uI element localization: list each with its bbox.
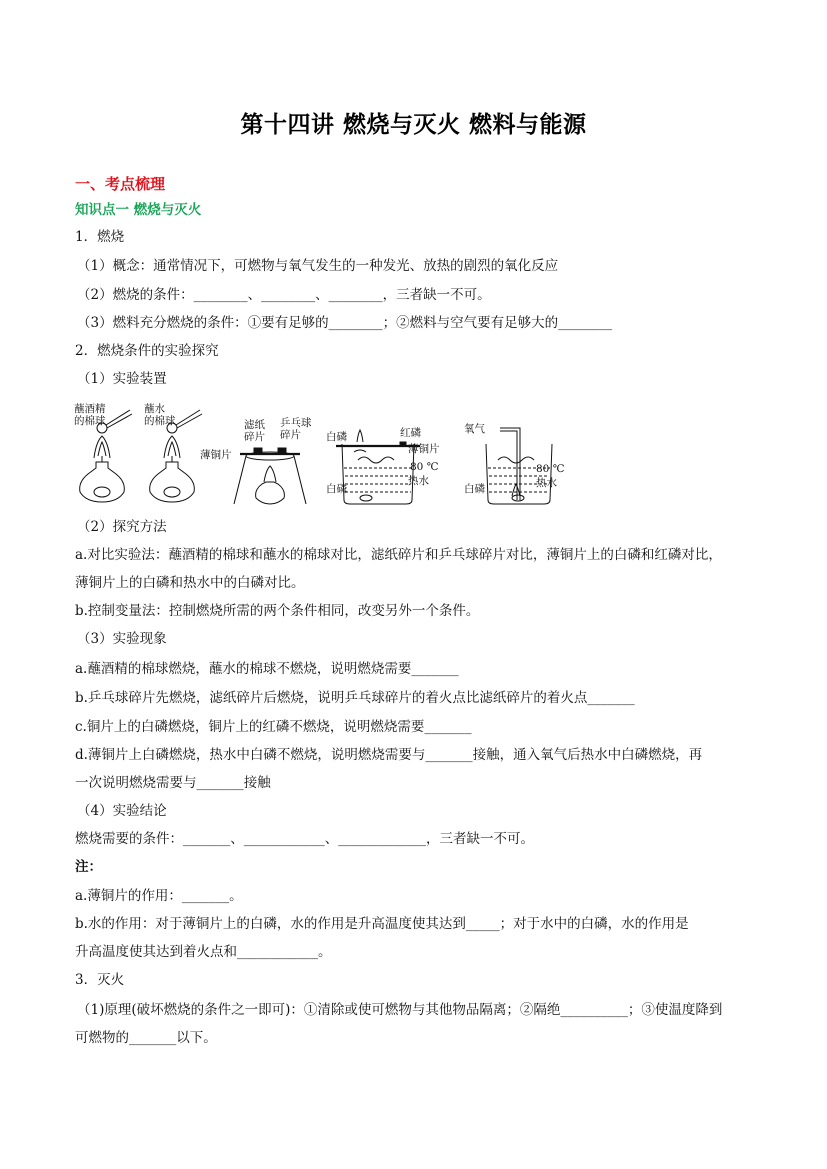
flame-icon (512, 484, 520, 496)
text-line: （1）实验装置 (77, 371, 167, 387)
text-line: （2）燃烧的条件：________、________、________，三者缺一不可。 (77, 287, 491, 303)
alcohol-burner-icon (80, 462, 125, 502)
label-oxygen: 氧气 (464, 423, 485, 435)
text-line: （4）实验结论 (77, 803, 167, 819)
note-heading: 注： (75, 859, 102, 875)
label-hot-water-2: 热水 (536, 477, 557, 489)
text-line: 燃烧需要的条件：_______、____________、_____________，三者缺一不可。 (75, 831, 534, 847)
beaker-icon (342, 444, 414, 504)
text-line: d.薄铜片上白磷燃烧，热水中白磷不燃烧，说明燃烧需要与_______接触，通入氧气后热水中白磷燃烧，再 (75, 747, 703, 763)
label-copper-sheet-2: 薄铜片 (408, 443, 440, 455)
alcohol-burner-icon (256, 482, 285, 504)
item-heading-extinguish: 3．灭火 (75, 972, 125, 988)
label-pingpong-1: 乒乓球 (280, 417, 312, 429)
text-line: b.乒乓球碎片先燃烧，滤纸碎片后燃烧，说明乒乓球碎片的着火点比滤纸碎片的着火点_______ (75, 690, 635, 706)
experiment-apparatus-figure (74, 398, 594, 510)
item-heading-combustion: 1．燃烧 (75, 229, 125, 245)
flame-icon (357, 430, 363, 442)
flame-icon (164, 436, 180, 458)
flame-icon (94, 436, 110, 458)
label-pingpong-2: 碎片 (280, 429, 301, 441)
steam-icon (358, 457, 394, 463)
label-filter-paper-2: 碎片 (244, 431, 265, 443)
text-line: 薄铜片上的白磷和热水中的白磷对比。 (75, 575, 305, 591)
alcohol-burner-icon (150, 462, 195, 502)
text-line: b.控制变量法：控制燃烧所需的两个条件相同，改变另外一个条件。 (75, 603, 480, 619)
text-line: a.对比实验法：蘸酒精的棉球和蘸水的棉球对比，滤纸碎片和乒乓球碎片对比，薄铜片上的白磷和红磷对比， (75, 547, 722, 563)
label-water-ball-1: 蘸水 (144, 403, 165, 415)
text-line: b.水的作用：对于薄铜片上的白磷，水的作用是升高温度使其达到_____；对于水中的白磷，水的作用是 (75, 916, 689, 932)
tripod-leg (294, 456, 306, 504)
text-line: （3）燃料充分燃烧的条件：①要有足够的________；②燃料与空气要有足够大的________ (77, 315, 613, 331)
label-white-phosphorus-2: 白磷 (464, 483, 485, 495)
label-white-phosphorus-bottom: 白磷 (326, 483, 347, 495)
text-line: （3）实验现象 (77, 631, 167, 647)
label-alcohol-ball-1: 蘸酒精 (74, 403, 106, 415)
text-line: 可燃物的_______以下。 (75, 1030, 217, 1046)
label-alcohol-ball-2: 的棉球 (74, 415, 106, 427)
text-line: a.薄铜片的作用：_______。 (75, 888, 243, 904)
flame-icon (264, 466, 276, 482)
label-copper-sheet: 薄铜片 (200, 449, 232, 461)
label-white-phosphorus: 白磷 (326, 431, 347, 443)
label-temperature-2: 80 ℃ (536, 463, 565, 475)
item-heading-experiment: 2．燃烧条件的实验探究 (75, 343, 219, 359)
label-water-ball-2: 的棉球 (144, 415, 176, 427)
text-line: （1)原理(破坏燃烧的条件之一即可)：①清除或使可燃物与其他物品隔离；②隔绝__________；③使温度降到 (77, 1002, 723, 1018)
text-line: （1）概念：通常情况下，可燃物与氧气发生的一种发光、放热的剧烈的氧化反应 (77, 258, 559, 274)
knowledge-point-heading: 知识点一 燃烧与灭火 (75, 202, 202, 218)
label-hot-water: 热水 (408, 475, 429, 487)
text-line: c.铜片上的白磷燃烧，铜片上的红磷不燃烧，说明燃烧需要_______ (75, 719, 472, 735)
label-temperature: 80 ℃ (410, 461, 439, 473)
tripod-leg (234, 456, 246, 504)
steam-icon (498, 457, 534, 463)
text-line: a.蘸酒精的棉球燃烧，蘸水的棉球不燃烧，说明燃烧需要_______ (75, 661, 459, 677)
page-title: 第十四讲 燃烧与灭火 燃料与能源 (240, 112, 587, 138)
section-heading: 一、考点梳理 (75, 175, 166, 193)
text-line: （2）探究方法 (77, 519, 167, 535)
text-line: 一次说明燃烧需要与_______接触 (75, 775, 271, 791)
label-red-phosphorus: 红磷 (400, 427, 421, 439)
text-line: 升高温度使其达到着火点和____________。 (75, 944, 332, 960)
label-filter-paper-1: 滤纸 (244, 419, 265, 431)
